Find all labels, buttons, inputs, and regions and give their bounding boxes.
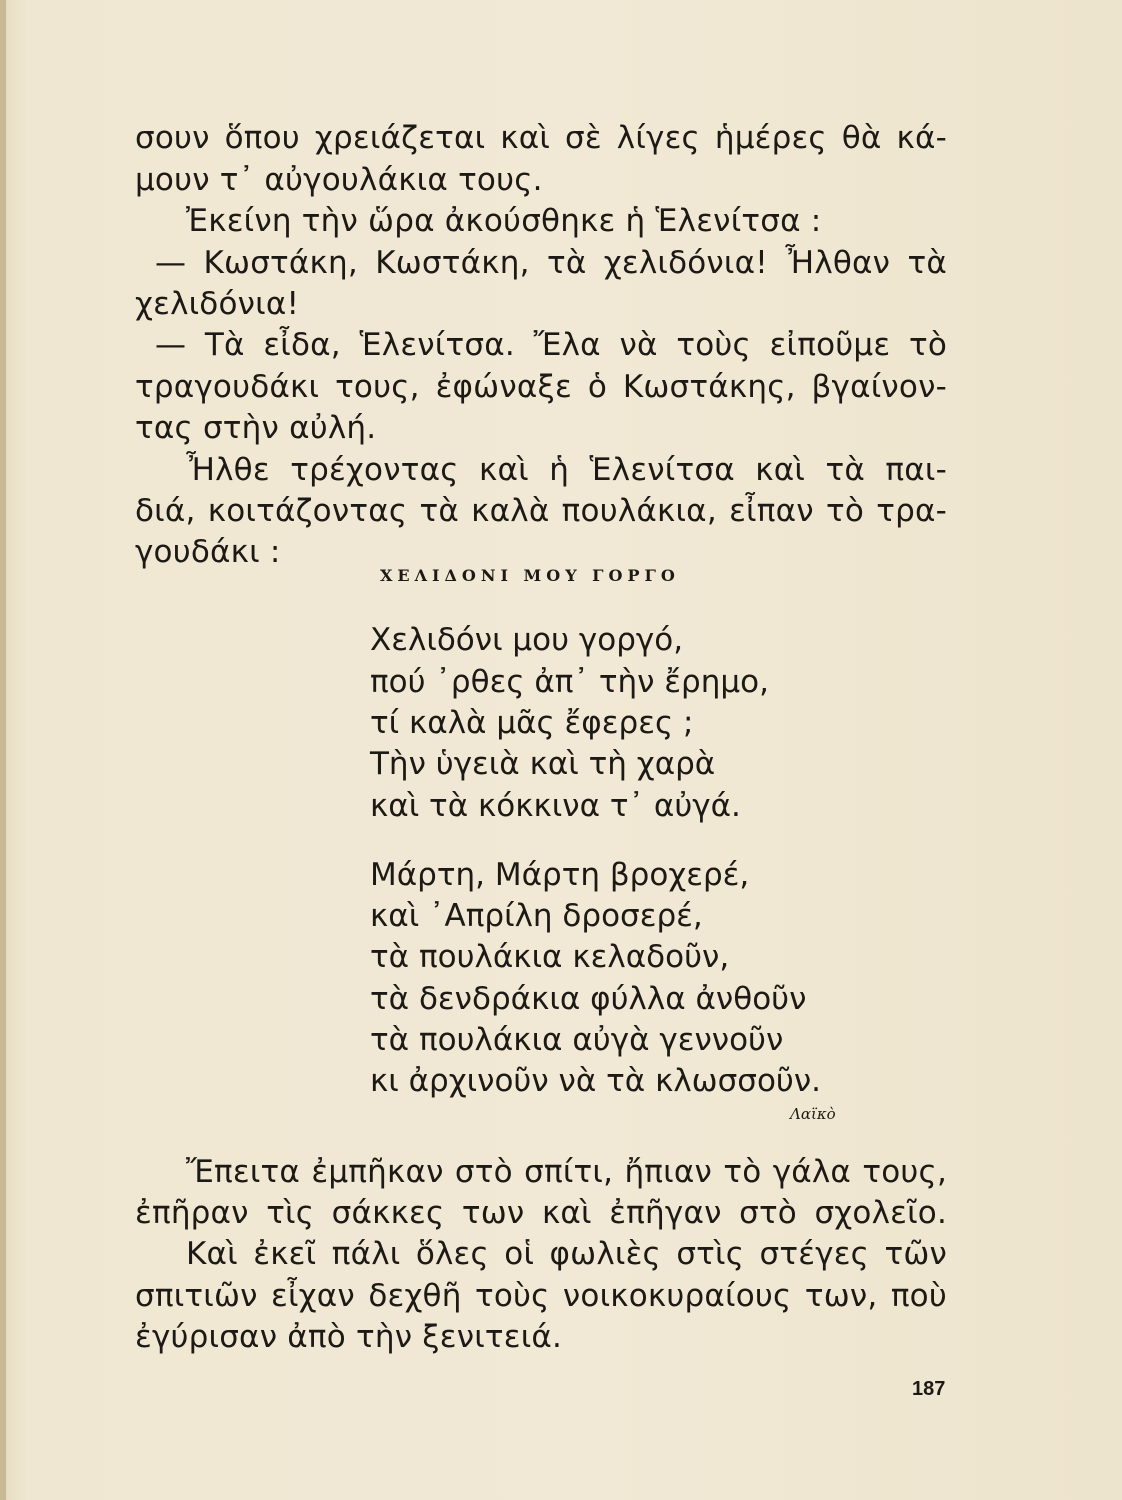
text-line: χελιδόνια! — [135, 286, 300, 322]
verse-line: Τὴν ὑγειὰ καὶ τὴ χαρὰ — [370, 746, 716, 782]
verse-line: κι ἀρχινοῦν νὰ τὰ κλωσσοῦν. — [370, 1063, 822, 1099]
verse-line: τὰ δενδράκια φύλλα ἀνθοῦν — [370, 981, 807, 1017]
verse-line: τὰ πουλάκια αὐγὰ γεννοῦν — [370, 1022, 784, 1058]
text-line: σουν ὅπου χρειάζεται καὶ σὲ λίγες ἡμέρες θὰ κά- — [135, 120, 947, 156]
verse-line: πού ᾽ρθες ἀπ᾽ τὴν ἔρημο, — [370, 664, 769, 700]
text-line: σπιτιῶν εἶχαν δεχθῆ τοὺς νοικοκυραίους των, ποὺ — [135, 1278, 947, 1314]
text-line: Ἐκείνη τὴν ὥρα ἀκούσθηκε ἡ Ἑλενίτσα : — [186, 203, 822, 239]
text-line: — Τὰ εἶδα, Ἑλενίτσα. Ἔλα νὰ τοὺς εἰποῦμε τὸ — [155, 327, 947, 363]
verse-line: καὶ ᾽Απρίλη δροσερέ, — [370, 898, 703, 934]
text-line: Καὶ ἐκεῖ πάλι ὅλες οἱ φωλιὲς στὶς στέγες τῶν — [186, 1236, 947, 1272]
page-number: 187 — [912, 1378, 946, 1400]
text-line: Ἔπειτα ἐμπῆκαν στὸ σπίτι, ἤπιαν τὸ γάλα τους, — [186, 1154, 947, 1190]
text-line: τας στὴν αὐλή. — [135, 410, 377, 446]
text-line: γουδάκι : — [135, 534, 281, 570]
text-line: διά, κοιτάζοντας τὰ καλὰ πουλάκια, εἶπαν τὸ τρα- — [135, 493, 947, 529]
text-line: τραγουδάκι τους, ἐφώναξε ὁ Κωστάκης, βγαίνον- — [135, 369, 947, 405]
page-spine-edge — [0, 0, 6, 1500]
verse-line: τί καλὰ μᾶς ἔφερες ; — [370, 705, 694, 741]
text-line: Ἦλθε τρέχοντας καὶ ἡ Ἑλενίτσα καὶ τὰ παι- — [186, 452, 947, 488]
text-line: ἐπῆραν τὶς σάκκες των καὶ ἐπῆγαν στὸ σχολεῖο. — [135, 1195, 947, 1231]
text-line: ἐγύρισαν ἀπὸ τὴν ξενιτειά. — [135, 1319, 563, 1355]
song-title: ΧΕΛΙΔΟΝΙ ΜΟΥ ΓΟΡΓΟ — [380, 566, 680, 585]
text-line: μουν τ᾽ αὐγουλάκια τους. — [135, 162, 543, 198]
verse-line: τὰ πουλάκια κελαδοῦν, — [370, 939, 730, 975]
text-line: — Κωστάκη, Κωστάκη, τὰ χελιδόνια! Ἦλθαν τὰ — [155, 245, 947, 281]
verse-line: Χελιδόνι μου γοργό, — [370, 622, 684, 658]
song-source: Λαϊκὸ — [790, 1105, 836, 1123]
verse-line: Μάρτη, Μάρτη βροχερέ, — [370, 857, 750, 893]
verse-line: καὶ τὰ κόκκινα τ᾽ αὐγά. — [370, 788, 741, 824]
